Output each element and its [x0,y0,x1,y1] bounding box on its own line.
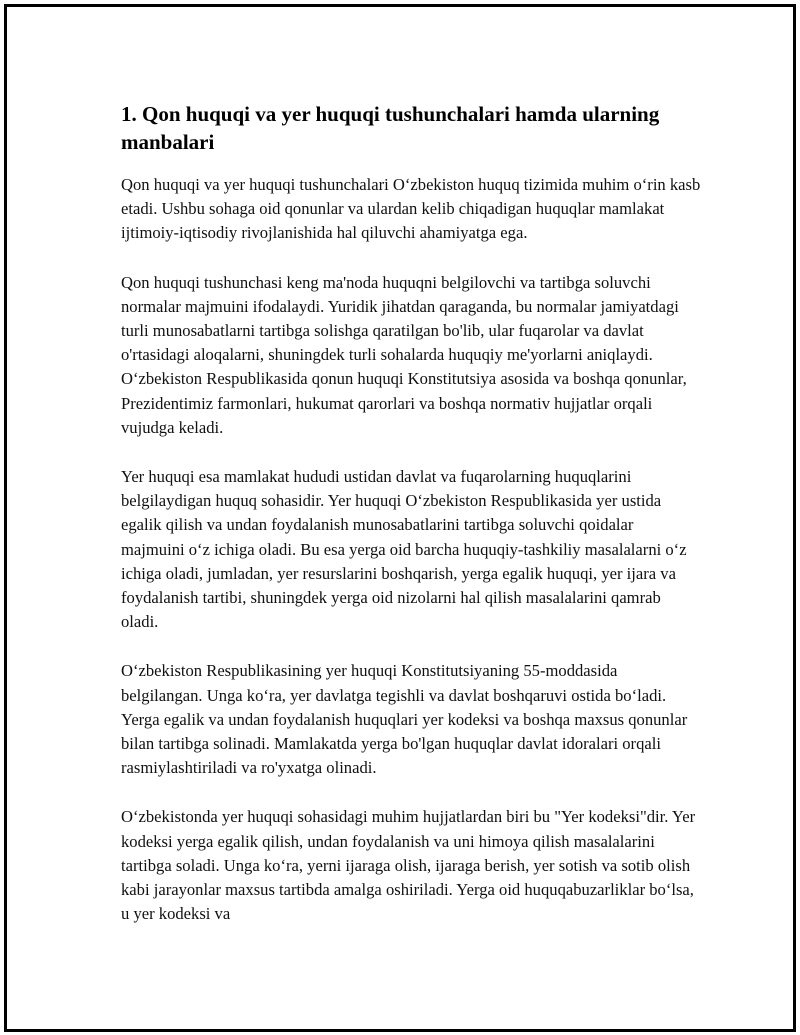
document-body [121,100,701,951]
page-frame [4,4,796,1032]
paragraph-4: O‘zbekiston Respublikasining yer huquqi Konstitutsiyaning 55-moddasida belgilangan. Unga ko‘ra, yer davlatga tegishli va davlat boshqaruvi ostida bo‘ladi. Yerga egalik va undan foydalanish huquqlari yer kodeksi va boshqa maxsus qonunlar bilan tartibga solinadi. Mamlakatda yerga bo'lgan huquqlar davlat idoralari orqali rasmiylashtiriladi va ro'yxatga olinadi. [121,661,688,778]
paragraph-2: Qon huquqi tushunchasi keng ma'noda huquqni belgilovchi va tartibga soluvchi normalar majmuini ifodalaydi. Yuridik jihatdan qaraganda, bu normalar jamiyatdagi turli munosabatlarni tartibga solishga qaratilgan bo'lib, ular fuqarolar va davlat o'rtasidagi aloqalarni, shuningdek turli sohalarda huquqiy me'yorlarni aniqlaydi. O‘zbekiston Respublikasida qonun huquqi Konstitutsiya asosida va boshqa qonunlar, Prezidentimiz farmonlari, hukumat qarorlari va boshqa normativ hujjatlar orqali vujudga keladi. [121,272,687,437]
paragraph-5: O‘zbekistonda yer huquqi sohasidagi muhim hujjatlardan biri bu "Yer kodeksi"dir. Yer kodeksi yerga egalik qilish, undan foydalanish va uni himoya qilish masalalarini tartibga soladi. Unga ko‘ra, yerni ijaraga olish, ijaraga berish, yer sotish va sotib olish kabi jarayonlar maxsus tartibda amalga oshiriladi. Yerga oid huquqabuzarliklar bo‘lsa, u yer kodeksi va [121,807,696,924]
paragraph-1: Qon huquqi va yer huquqi tushunchalari O‘zbekiston huquq tizimida muhim o‘rin kasb etadi. Ushbu sohaga oid qonunlar va ulardan kelib chiqadigan huquqlar mamlakat ijtimoiy-iqtisodiy rivojlanishida hal qiluvchi ahamiyatga ega. [121,175,701,243]
section-heading: 1. Qon huquqi va yer huquqi tushunchalari hamda ularning manbalari [121,102,660,154]
paragraph-3: Yer huquqi esa mamlakat hududi ustidan davlat va fuqarolarning huquqlarini belgilaydigan huquq sohasidir. Yer huquqi O‘zbekiston Respublikasida yer ustida egalik qilish va undan foydalanish munosabatlarini tartibga soluvchi qoidalar majmuini o‘z ichiga oladi. Bu esa yerga oid barcha huquqiy-tashkiliy masalalarni o‘z ichiga oladi, jumladan, yer resurslarini boshqarish, yerga egalik huquqi, yer ijara va foydalanish tartibi, shuningdek yerga oid nizolarni hal qilish masalalarini qamrab oladi. [121,467,687,632]
